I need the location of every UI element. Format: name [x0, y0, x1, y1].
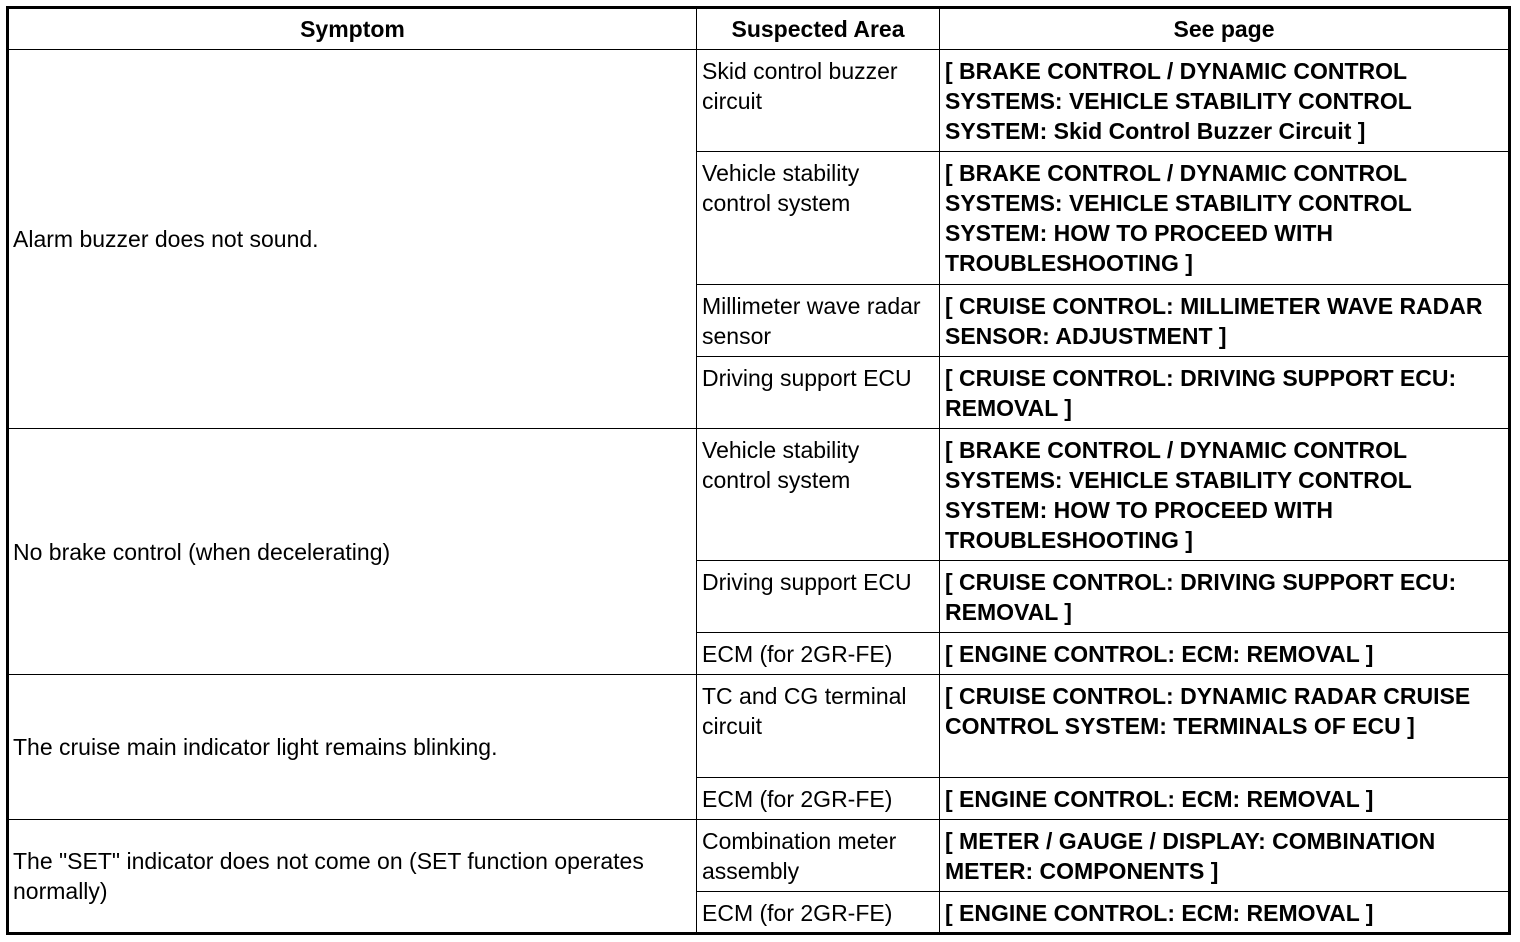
see-page-cell: [ BRAKE CONTROL / DYNAMIC CONTROL SYSTEMS: VEHICLE STABILITY CONTROL SYSTEM: HOW TO PROCEED WITH TROUBLESHOOTING ]: [940, 152, 1510, 284]
table-row: [8, 675, 1510, 777]
table-row: [8, 819, 1510, 891]
suspected-area-cell: Combination meter assembly: [697, 819, 940, 891]
see-page-cell: [ CRUISE CONTROL: DRIVING SUPPORT ECU: REMOVAL ]: [940, 561, 1510, 633]
troubleshooting-table: [6, 6, 1511, 935]
suspected-area-cell: ECM (for 2GR-FE): [697, 891, 940, 933]
suspected-area-cell: TC and CG terminal circuit: [697, 675, 940, 777]
header-see-page: See page: [940, 8, 1510, 50]
see-page-cell: [ CRUISE CONTROL: MILLIMETER WAVE RADAR SENSOR: ADJUSTMENT ]: [940, 284, 1510, 356]
symptom-cell: The cruise main indicator light remains blinking.: [8, 675, 697, 819]
see-page-cell: [ ENGINE CONTROL: ECM: REMOVAL ]: [940, 777, 1510, 819]
suspected-area-cell: Vehicle stability control system: [697, 152, 940, 284]
suspected-area-cell: Vehicle stability control system: [697, 428, 940, 560]
suspected-area-cell: Driving support ECU: [697, 356, 940, 428]
symptom-cell: No brake control (when decelerating): [8, 428, 697, 675]
see-page-cell: [ METER / GAUGE / DISPLAY: COMBINATION METER: COMPONENTS ]: [940, 819, 1510, 891]
header-suspected-area: Suspected Area: [697, 8, 940, 50]
see-page-cell: [ ENGINE CONTROL: ECM: REMOVAL ]: [940, 891, 1510, 933]
suspected-area-cell: ECM (for 2GR-FE): [697, 777, 940, 819]
table-row: [8, 50, 1510, 152]
see-page-cell: [ BRAKE CONTROL / DYNAMIC CONTROL SYSTEMS: VEHICLE STABILITY CONTROL SYSTEM: HOW TO PROCEED WITH TROUBLESHOOTING ]: [940, 428, 1510, 560]
table-row: [8, 428, 1510, 560]
see-page-cell: [ ENGINE CONTROL: ECM: REMOVAL ]: [940, 633, 1510, 675]
header-symptom: Symptom: [8, 8, 697, 50]
suspected-area-cell: Millimeter wave radar sensor: [697, 284, 940, 356]
suspected-area-cell: ECM (for 2GR-FE): [697, 633, 940, 675]
suspected-area-cell: Driving support ECU: [697, 561, 940, 633]
see-page-cell: [ CRUISE CONTROL: DRIVING SUPPORT ECU: REMOVAL ]: [940, 356, 1510, 428]
symptom-cell: The "SET" indicator does not come on (SET function operates normally): [8, 819, 697, 933]
symptom-cell: Alarm buzzer does not sound.: [8, 50, 697, 429]
header-row: [8, 8, 1510, 50]
suspected-area-cell: Skid control buzzer circuit: [697, 50, 940, 152]
see-page-cell: [ CRUISE CONTROL: DYNAMIC RADAR CRUISE CONTROL SYSTEM: TERMINALS OF ECU ]: [940, 675, 1510, 777]
see-page-cell: [ BRAKE CONTROL / DYNAMIC CONTROL SYSTEMS: VEHICLE STABILITY CONTROL SYSTEM: Skid Control Buzzer Circuit ]: [940, 50, 1510, 152]
